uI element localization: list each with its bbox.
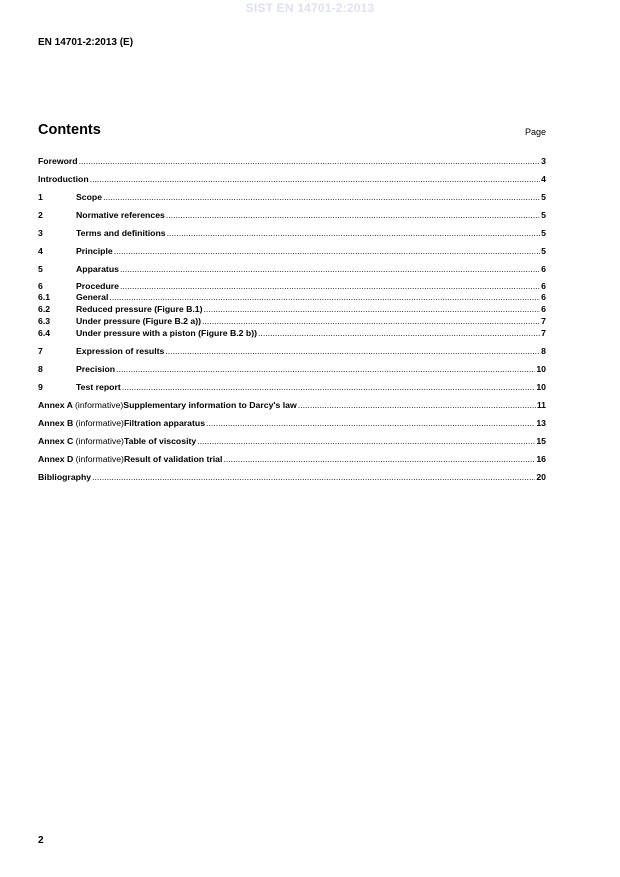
toc-leader <box>203 303 540 315</box>
toc-entry-number: 6.4 <box>38 328 51 338</box>
toc-leader <box>202 315 540 327</box>
toc-entry-title: Introduction <box>38 174 89 184</box>
toc-leader <box>298 399 536 411</box>
toc-entry-number: 6 <box>38 281 43 291</box>
toc-entry-page: 6 <box>541 292 546 302</box>
toc-leader <box>258 327 540 339</box>
toc-entry-scope[interactable] <box>38 191 546 203</box>
toc-entry-page: 10 <box>536 364 546 374</box>
toc-entry-normative-references[interactable] <box>38 209 546 221</box>
toc-entry-page: 4 <box>541 174 546 184</box>
toc-entry-page: 5 <box>541 228 546 238</box>
toc-annex-label: Annex C (informative) <box>38 436 124 446</box>
document-id: EN 14701-2:2013 (E) <box>38 37 134 48</box>
toc-entry-annex-a[interactable] <box>38 399 546 411</box>
table-of-contents <box>38 155 546 483</box>
toc-entry-title: Foreword <box>38 156 78 166</box>
toc-entry-number: 9 <box>38 382 43 392</box>
toc-entry-introduction[interactable] <box>38 173 546 185</box>
toc-entry-page: 5 <box>541 192 546 202</box>
toc-entry-title: Table of viscosity <box>123 436 197 446</box>
toc-leader <box>166 209 540 221</box>
toc-entry-page: 3 <box>541 156 546 166</box>
toc-leader <box>92 471 535 483</box>
toc-entry-page: 7 <box>541 316 546 326</box>
toc-leader <box>120 263 540 275</box>
toc-leader <box>197 435 535 447</box>
toc-leader <box>90 173 540 185</box>
toc-leader <box>116 363 535 375</box>
toc-entry-number: 6.2 <box>38 304 51 314</box>
toc-entry-annex-d[interactable] <box>38 453 546 465</box>
toc-entry-test-report[interactable] <box>38 381 546 393</box>
toc-leader <box>223 453 535 465</box>
toc-leader <box>167 227 541 239</box>
toc-entry-page: 8 <box>541 346 546 356</box>
toc-leader <box>206 417 535 429</box>
toc-annex-label: Annex D (informative) <box>38 454 124 464</box>
toc-entry-title: Precision <box>76 364 116 374</box>
toc-annex-label: Annex B (informative) <box>38 418 124 428</box>
toc-entry-page: 5 <box>541 210 546 220</box>
toc-entry-number: 6.3 <box>38 316 51 326</box>
toc-entry-title: Result of validation trial <box>123 454 223 464</box>
toc-entry-number: 7 <box>38 346 43 356</box>
toc-entry-title: General <box>76 292 109 302</box>
toc-entry-bibliography[interactable] <box>38 471 546 483</box>
toc-entry-number: 4 <box>38 246 43 256</box>
toc-entry-title: Under pressure (Figure B.2 a)) <box>76 316 202 326</box>
toc-entry-number: 1 <box>38 192 43 202</box>
toc-entry-page: 6 <box>541 281 546 291</box>
toc-leader <box>103 191 540 203</box>
toc-entry-page: 6 <box>541 264 546 274</box>
toc-entry-title: Under pressure with a piston (Figure B.2 b)) <box>76 328 258 338</box>
toc-entry-title: Expression of results <box>76 346 165 356</box>
page-column-label: Page <box>524 127 546 137</box>
toc-annex-type: (informative) <box>75 400 124 410</box>
toc-entry-page: 20 <box>536 472 546 482</box>
toc-annex-type: (informative) <box>75 436 124 446</box>
toc-entry-apparatus[interactable] <box>38 263 546 275</box>
contents-heading: Contents <box>38 122 101 138</box>
toc-entry-page: 15 <box>536 436 546 446</box>
toc-leader <box>79 155 541 167</box>
toc-entry-under-pressure[interactable] <box>38 315 546 327</box>
toc-entry-title: Apparatus <box>76 264 119 274</box>
toc-entry-page: 7 <box>541 328 546 338</box>
toc-entry-terms-definitions[interactable] <box>38 227 546 239</box>
toc-entry-number: 6.1 <box>38 292 51 302</box>
toc-entry-title: Normative references <box>76 210 165 220</box>
toc-leader <box>114 245 540 257</box>
toc-leader <box>165 345 540 357</box>
toc-entry-title: Procedure <box>76 281 119 291</box>
toc-entry-number: 2 <box>38 210 43 220</box>
toc-entry-page: 5 <box>541 246 546 256</box>
toc-entry-precision[interactable] <box>38 363 546 375</box>
toc-entry-procedure[interactable] <box>38 281 546 291</box>
toc-annex-type: (informative) <box>75 418 124 428</box>
toc-entry-page: 16 <box>536 454 546 464</box>
toc-entry-number: 5 <box>38 264 43 274</box>
toc-entry-title: Filtration apparatus <box>123 418 206 428</box>
toc-entry-expression-results[interactable] <box>38 345 546 357</box>
toc-entry-annex-c[interactable] <box>38 435 546 447</box>
toc-entry-page: 10 <box>536 382 546 392</box>
toc-entry-under-pressure-piston[interactable] <box>38 327 546 339</box>
page-number: 2 <box>38 835 44 846</box>
toc-entry-title: Test report <box>76 382 121 392</box>
toc-annex-type: (informative) <box>75 454 124 464</box>
toc-leader <box>109 291 540 303</box>
watermark: SIST EN 14701-2:2013 <box>245 1 375 15</box>
toc-entry-foreword[interactable] <box>38 155 546 167</box>
toc-entry-title: Terms and definitions <box>76 228 166 238</box>
toc-entry-title: Bibliography <box>38 472 92 482</box>
toc-entry-page: 13 <box>536 418 546 428</box>
toc-entry-annex-b[interactable] <box>38 417 546 429</box>
toc-leader <box>120 281 540 291</box>
toc-entry-general[interactable] <box>38 291 546 303</box>
toc-entry-title: Scope <box>76 192 103 202</box>
toc-entry-principle[interactable] <box>38 245 546 257</box>
toc-leader <box>122 381 536 393</box>
toc-entry-title: Principle <box>76 246 113 256</box>
toc-entry-page: 11 <box>536 400 546 410</box>
toc-entry-number: 8 <box>38 364 43 374</box>
toc-entry-number: 3 <box>38 228 43 238</box>
toc-entry-title: Supplementary information to Darcy's law <box>123 400 297 410</box>
toc-entry-page: 6 <box>541 304 546 314</box>
toc-entry-title: Reduced pressure (Figure B.1) <box>76 304 203 314</box>
toc-entry-reduced-pressure[interactable] <box>38 303 546 315</box>
toc-annex-label: Annex A (informative) <box>38 400 124 410</box>
